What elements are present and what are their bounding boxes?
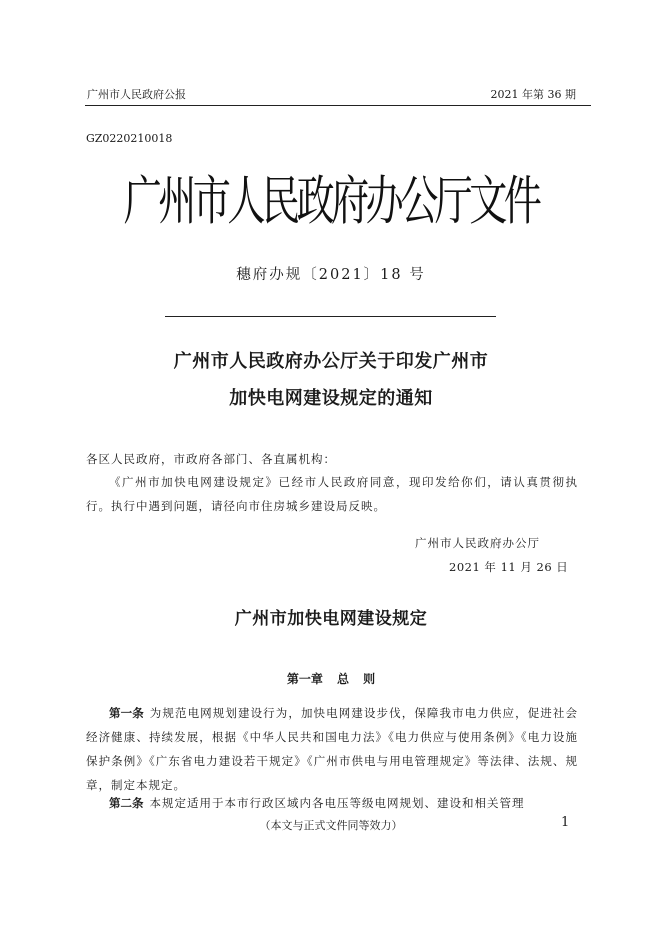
notice-body: 《广州市加快电网建设规定》已经市人民政府同意，现印发给你们，请认真贯彻执行。执行中遇到问题，请径向市住房城乡建设局反映。 <box>86 475 578 513</box>
article-1-label: 第一条 <box>109 706 144 720</box>
document-number: 穗府办规〔2021〕18 号 <box>236 267 426 283</box>
signature-date: 2021 年 11 月 26 日 <box>449 560 569 574</box>
notice-title-line-1: 广州市人民政府办公厅关于印发广州市 <box>173 351 489 372</box>
title-divider <box>165 316 496 317</box>
header-publication: 广州市人民政府公报 <box>87 88 186 101</box>
page-number: 1 <box>561 815 570 830</box>
header-divider <box>85 105 591 106</box>
notice-title-line-2: 加快电网建设规定的通知 <box>229 388 433 409</box>
regulation-title: 广州市加快电网建设规定 <box>234 609 428 629</box>
article-2-label: 第二条 <box>109 796 144 810</box>
chapter-heading: 第一章 总 则 <box>286 672 376 686</box>
article-1-text: 为规范电网规划建设行为，加快电网建设步伐，保障我市电力供应，促进社会经济健康、持续发展，根据《中华人民共和国电力法》《电力供应与使用条例》《电力设施保护条例》《广东省电力建设若干规定》《广州市供电与用电管理规定》等法律、法规、规章，制定本规定。 <box>86 706 579 792</box>
notice-salutation: 各区人民政府，市政府各部门、各直属机构： <box>86 452 336 466</box>
masthead-title: 广州市人民政府办公厅文件 <box>123 171 539 232</box>
document-code: GZ0220210018 <box>86 132 173 145</box>
footer-note: （本文与正式文件同等效力） <box>259 819 403 832</box>
signature-organization: 广州市人民政府办公厅 <box>415 536 540 550</box>
article-1 <box>86 701 578 797</box>
header-issue: 2021 年第 36 期 <box>490 88 576 101</box>
article-2 <box>86 791 578 815</box>
article-2-text: 本规定适用于本市行政区域内各电压等级电网规划、建设和相关管理 <box>149 796 525 810</box>
